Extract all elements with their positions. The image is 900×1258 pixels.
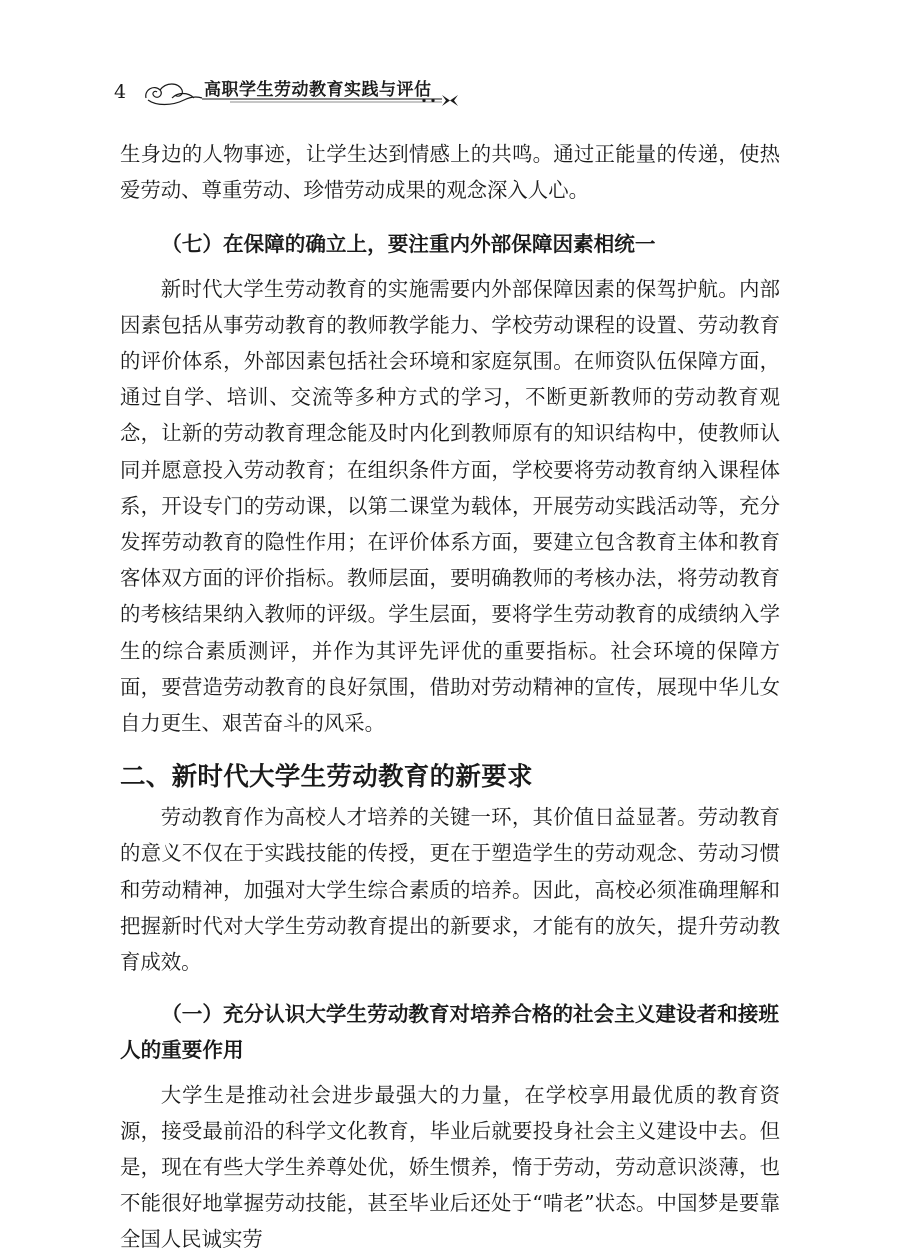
page-number: 4 — [114, 81, 127, 103]
paragraph-guarantee: 新时代大学生劳动教育的实施需要内外部保障因素的保驾护航。内部因素包括从事劳动教育的教师教学能力、学校劳动课程的设置、劳动教育的评价体系，外部因素包括社会环境和家庭氛围。在师资队伍保障方面，通过自学、培训、交流等多种方式的学习，不断更新教师的劳动教育观念，让新的劳动教育理念能及时内化到教师原有的知识结构中，使教师认同并愿意投入劳动教育；在组织条件方面，学校要将劳动教育纳入课程体系，开设专门的劳动课，以第二课堂为载体，开展劳动实践活动等，充分发挥劳动教育的隐性作用；在评价体系方面，要建立包含教育主体和教育客体双方面的评价指标。教师层面，要明确教师的考核办法，将劳动教育的考核结果纳入教师的评级。学生层面，要将学生劳动教育的成绩纳入学生的综合素质测评，并作为其评先评优的重要指标。社会环境的保障方面，要营造劳动教育的良好氛围，借助对劳动精神的宣传，展现中华儿女自力更生、艰苦奋斗的风采。 — [120, 276, 780, 736]
paragraph-requirements: 劳动教育作为高校人才培养的关键一环，其价值日益显著。劳动教育的意义不仅在于实践技能的传授，更在于塑造学生的劳动观念、劳动习惯和劳动精神，加强对大学生综合素质的培养。因此，高校必须准确理解和把握新时代对大学生劳动教育提出的新要求，才能有的放矢，提升劳动教育成效。 — [120, 805, 780, 975]
paragraph-students: 大学生是推动社会进步最强大的力量，在学校享用最优质的教育资源，接受最前沿的科学文化教育，毕业后就要投身社会主义建设中去。但是，现在有些大学生养尊处优，娇生惯养，惰于劳动，劳动意识淡薄，也不能很好地掌握劳动技能，甚至毕业后还处于“啃老”状态。中国梦是要靠全国人民诚实劳 — [120, 1082, 780, 1252]
running-header — [112, 76, 472, 110]
paragraph-continuation: 生身边的人物事迹，让学生达到情感上的共鸣。通过正能量的传递，使热爱劳动、尊重劳动、珍惜劳动成果的观念深入人心。 — [120, 142, 780, 203]
chapter-section-heading: 二、新时代大学生劳动教育的新要求 — [120, 762, 533, 793]
running-header-title: 高职学生劳动教育实践与评估 — [204, 80, 432, 100]
section-heading-1: （一）充分认识大学生劳动教育对培养合格的社会主义建设者和接班人的重要作用 — [120, 1002, 779, 1063]
section-heading-7: （七）在保障的确立上，要注重内外部保障因素相统一 — [161, 232, 656, 257]
page-content — [120, 136, 780, 1258]
